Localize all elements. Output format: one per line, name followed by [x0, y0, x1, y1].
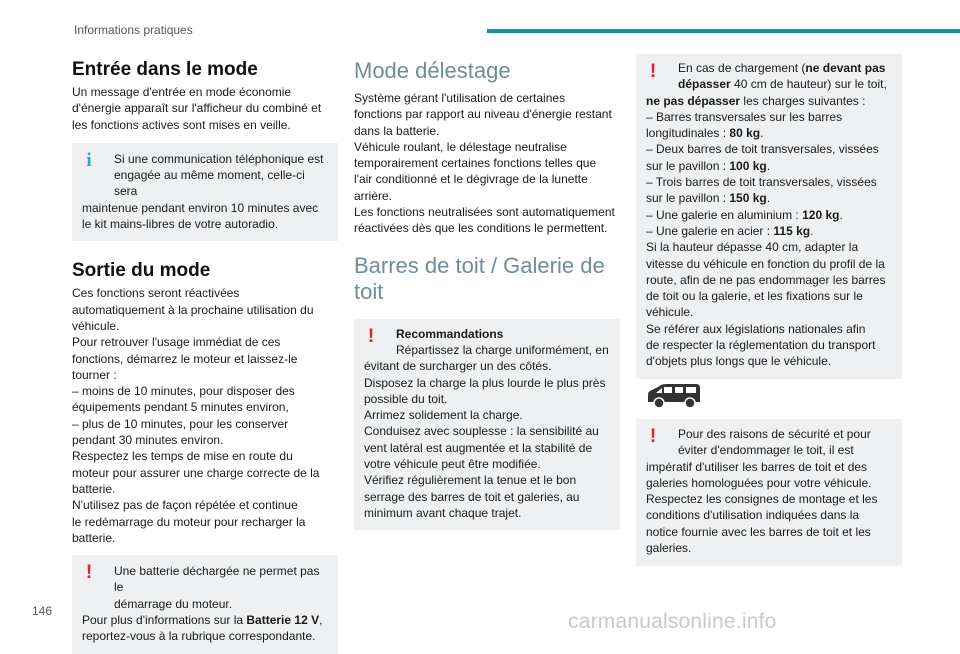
- column-2: [354, 58, 620, 530]
- exclamation-icon: !: [649, 61, 657, 82]
- exclamation-icon: !: [367, 325, 375, 347]
- header-rule: [487, 29, 960, 33]
- section-label: Informations pratiques: [74, 23, 193, 37]
- para-delestage: Système gérant l'utilisation de certaines fonctions par rapport au niveau d'énergie restant dans la batterie. Véhicule roulant, le délestage neutralise temporairement certaines fonctions telles que l'air conditionné et le dégivrage de la lunette arrière. Les fonctions neutralisées sont automatiquement réactivées dès que les conditions le permettent.: [354, 91, 615, 236]
- warning-box-battery: ! Une batterie déchargée ne permet pas le démarrage du moteur. Pour plus d'informations sur la Batterie 12 V, reportez-vous à la rubrique correspondante.: [72, 555, 338, 653]
- para-sortie: Ces fonctions seront réactivées automatiquement à la prochaine utilisation du véhicule. Pour retrouver l'usage immédiat de ces fonctions, démarrez le moteur et laissez-le tourner : – moins de 10 minutes, pour disposer des équipements pendant 5 minutes environ, – plus de 10 minutes, pour les conserver pendant 30 minutes environ. Respectez les temps de mise en route du moteur pour assurer une charge correcte de la batterie. N'utilisez pas de façon répétée et continue le redémarrage du moteur pour recharger la batterie.: [72, 286, 320, 545]
- heading-sortie: Sortie du mode: [72, 260, 211, 282]
- watermark: carmanualsonline.info: [568, 610, 777, 633]
- warning-box-homologation: ! Pour des raisons de sécurité et pour éviter d'endommager le toit, il est impératif d'utiliser les barres de toit et des galeries homologuées pour votre véhicule. Respectez les consignes de montage et les conditions d'utilisation indiquées dans la notice fournie avec les barres de toit et les galeries.: [636, 419, 902, 566]
- para-entree: Un message d'entrée en mode économie d'énergie apparaît sur l'afficheur du combiné et les fonctions actives sont mises en veille.: [72, 85, 322, 132]
- exclamation-icon: !: [85, 562, 93, 584]
- van-icon: [644, 381, 702, 411]
- heading-entree: Entrée dans le mode: [72, 59, 258, 80]
- exclamation-icon: !: [649, 426, 657, 447]
- info-icon: i: [86, 149, 92, 171]
- column-1: [72, 58, 338, 654]
- warning-box-recommendations: ! Recommandations Répartissez la charge uniformément, en évitant de surcharger un des côtés. Disposez la charge la plus lourde le plus près possible du toit. Arrimez solidement la charge. Conduisez avec souplesse : la sensibilité au vent latéral est augmentée et la stabilité de votre véhicule peut être modifiée. Vérifiez régulièrement la tenue et le bon serrage des barres de toit et galeries, au minimum avant chaque trajet.: [354, 319, 620, 531]
- heading-delestage: Mode délestage: [354, 58, 511, 83]
- warning-box-loads: ! En cas de chargement (ne devant pas dépasser 40 cm de hauteur) sur le toit, ne pas dépasser les charges suivantes : – Barres transversales sur les barres longitudinales : 80 kg. – Deux barres de toit transversales, vissées sur le pavillon : 100 kg. – Trois barres de toit transversales, vissées sur le pavillon : 150 kg. – Une galerie en aluminium : 120 kg. – Une galerie en acier : 115 kg. Si la hauteur dépasse 40 cm, adapter la vitesse du véhicule en fonction du profil de la route, afin de ne pas endommager les barres de toit ou la galerie, et les fixations sur le véhicule. Se référer aux législations nationales afin de respecter la réglementation du transport d'objets plus longs que le véhicule.: [636, 54, 902, 379]
- info-box: i Si une communication téléphonique est engagée au même moment, celle-ci sera maintenue pendant environ 10 minutes avec le kit mains-libres de votre autoradio.: [72, 143, 338, 241]
- page-number: 146: [32, 604, 53, 618]
- heading-barres: Barres de toit / Galerie de toit: [354, 252, 605, 304]
- column-3: [636, 54, 902, 379]
